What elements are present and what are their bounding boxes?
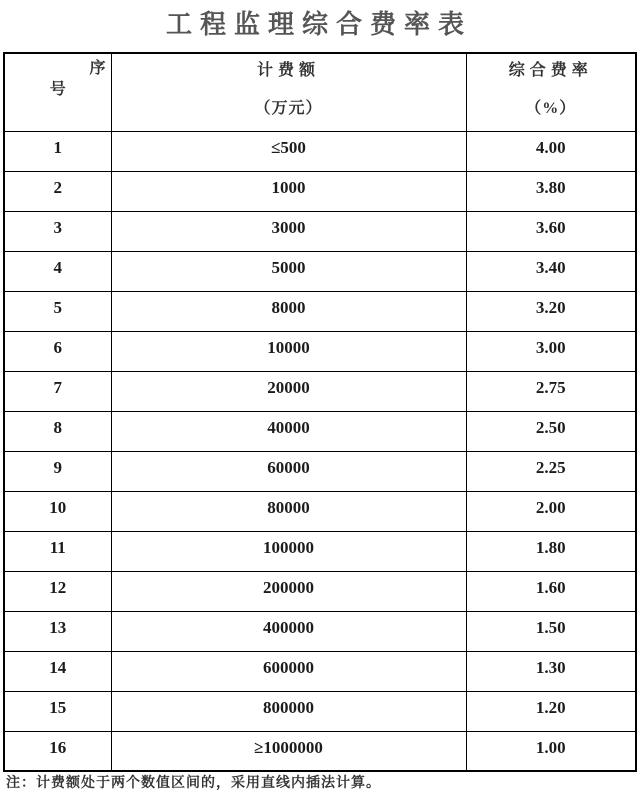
header-billing-amount bbox=[111, 53, 466, 131]
table-row bbox=[4, 291, 636, 331]
rate-cell: 3.00 bbox=[466, 331, 636, 371]
billing-amount-cell: 100000 bbox=[111, 531, 466, 571]
header-serial-no-line1: 序 bbox=[89, 60, 106, 77]
billing-amount-cell: 20000 bbox=[111, 371, 466, 411]
rate-cell: 1.50 bbox=[466, 611, 636, 651]
billing-amount-cell: 200000 bbox=[111, 571, 466, 611]
rate-cell: 2.00 bbox=[466, 491, 636, 531]
serial-no-cell: 4 bbox=[4, 251, 111, 291]
table-row bbox=[4, 531, 636, 571]
table-row bbox=[4, 251, 636, 291]
table-body bbox=[4, 131, 636, 771]
billing-amount-cell: 8000 bbox=[111, 291, 466, 331]
billing-amount-cell: 10000 bbox=[111, 331, 466, 371]
serial-no-cell: 8 bbox=[4, 411, 111, 451]
billing-amount-cell: ≥1000000 bbox=[111, 731, 466, 771]
header-rate-unit: （%） bbox=[525, 100, 577, 117]
table-row bbox=[4, 651, 636, 691]
page-title: 工程监理综合费率表 bbox=[165, 10, 472, 39]
rate-cell: 2.75 bbox=[466, 371, 636, 411]
table-row bbox=[4, 131, 636, 171]
serial-no-cell: 1 bbox=[4, 131, 111, 171]
rate-cell: 1.60 bbox=[466, 571, 636, 611]
table-row bbox=[4, 171, 636, 211]
serial-no-cell: 15 bbox=[4, 691, 111, 731]
table-row bbox=[4, 411, 636, 451]
header-billing-amount-label: 计费额 bbox=[256, 62, 320, 79]
serial-no-cell: 13 bbox=[4, 611, 111, 651]
billing-amount-cell: 400000 bbox=[111, 611, 466, 651]
table-row bbox=[4, 371, 636, 411]
billing-amount-cell: 3000 bbox=[111, 211, 466, 251]
billing-amount-cell: 40000 bbox=[111, 411, 466, 451]
header-billing-amount-unit: （万元） bbox=[254, 100, 323, 117]
serial-no-cell: 2 bbox=[4, 171, 111, 211]
serial-no-cell: 10 bbox=[4, 491, 111, 531]
table-row bbox=[4, 331, 636, 371]
billing-amount-cell: 5000 bbox=[111, 251, 466, 291]
serial-no-cell: 11 bbox=[4, 531, 111, 571]
serial-no-cell: 7 bbox=[4, 371, 111, 411]
rate-cell: 3.40 bbox=[466, 251, 636, 291]
serial-no-cell: 5 bbox=[4, 291, 111, 331]
billing-amount-cell: 800000 bbox=[111, 691, 466, 731]
billing-amount-cell: 1000 bbox=[111, 171, 466, 211]
header-rate bbox=[466, 53, 636, 131]
header-serial-no bbox=[4, 53, 111, 131]
serial-no-cell: 12 bbox=[4, 571, 111, 611]
table-row bbox=[4, 491, 636, 531]
serial-no-cell: 14 bbox=[4, 651, 111, 691]
table-row bbox=[4, 691, 636, 731]
table-row bbox=[4, 611, 636, 651]
billing-amount-cell: 60000 bbox=[111, 451, 466, 491]
rate-cell: 1.30 bbox=[466, 651, 636, 691]
header-serial-no-line2: 号 bbox=[49, 81, 66, 98]
rate-cell: 2.25 bbox=[466, 451, 636, 491]
serial-no-cell: 16 bbox=[4, 731, 111, 771]
rate-cell: 2.50 bbox=[466, 411, 636, 451]
rate-cell: 1.20 bbox=[466, 691, 636, 731]
serial-no-cell: 9 bbox=[4, 451, 111, 491]
table-header-row bbox=[4, 53, 636, 131]
rate-cell: 3.20 bbox=[466, 291, 636, 331]
billing-amount-cell: ≤500 bbox=[111, 131, 466, 171]
rate-cell: 3.80 bbox=[466, 171, 636, 211]
fee-rate-table bbox=[3, 52, 637, 772]
table-row bbox=[4, 211, 636, 251]
rate-cell: 4.00 bbox=[466, 131, 636, 171]
footnote: 注：计费额处于两个数值区间的，采用直线内插法计算。 bbox=[6, 776, 381, 791]
billing-amount-cell: 600000 bbox=[111, 651, 466, 691]
billing-amount-cell: 80000 bbox=[111, 491, 466, 531]
rate-cell: 1.80 bbox=[466, 531, 636, 571]
table-row bbox=[4, 731, 636, 771]
table-row bbox=[4, 451, 636, 491]
serial-no-cell: 3 bbox=[4, 211, 111, 251]
table-row bbox=[4, 571, 636, 611]
serial-no-cell: 6 bbox=[4, 331, 111, 371]
rate-cell: 1.00 bbox=[466, 731, 636, 771]
rate-cell: 3.60 bbox=[466, 211, 636, 251]
header-rate-label: 综合费率 bbox=[508, 62, 593, 79]
